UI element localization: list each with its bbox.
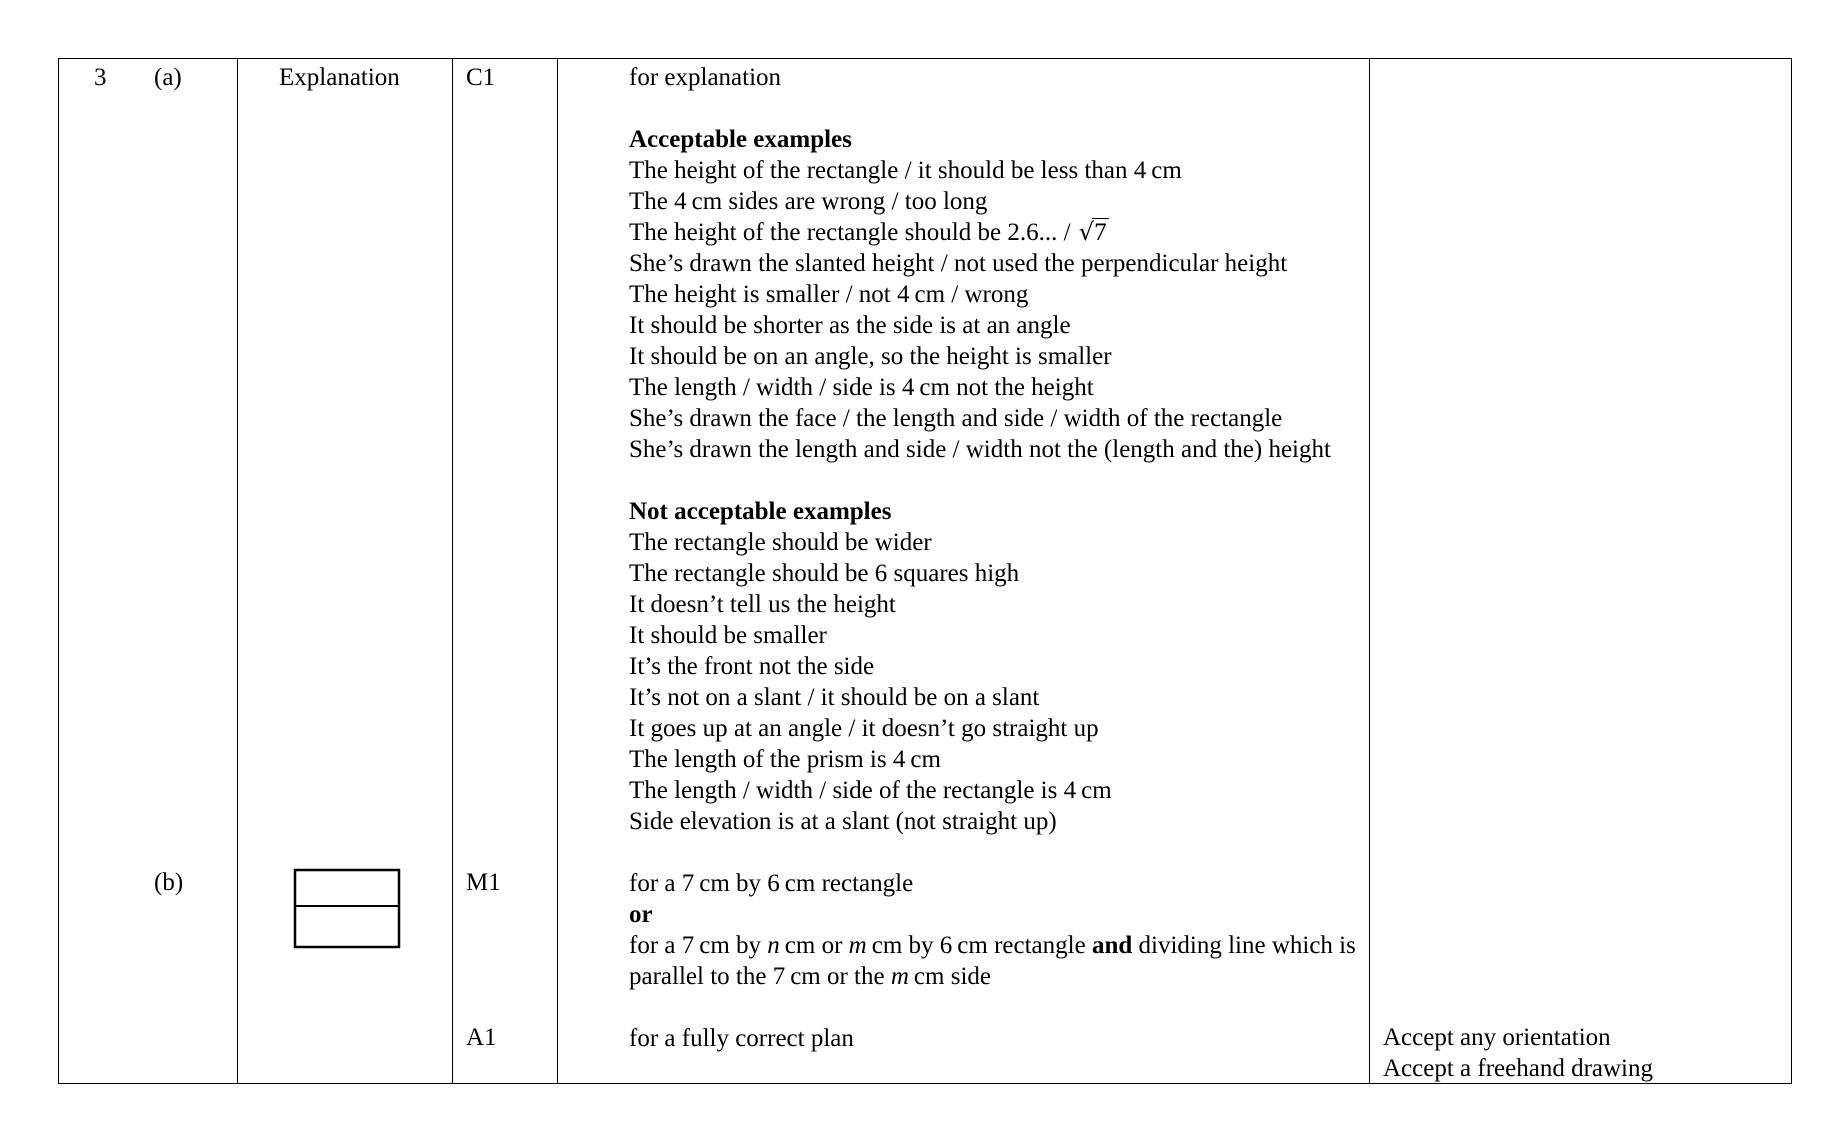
acceptable-example: It should be shorter as the side is at an angle bbox=[629, 312, 1071, 339]
criterion-text: for explanation bbox=[629, 64, 782, 91]
plan-rectangle-drawing bbox=[293, 868, 403, 950]
not-acceptable-example: It’s not on a slant / it should be on a slant bbox=[629, 684, 1040, 711]
guidance-note: Accept any orientation bbox=[1383, 1024, 1611, 1051]
part-b-label: (b) bbox=[154, 869, 184, 896]
acceptable-example: She’s drawn the face / the length and side / width of the rectangle bbox=[629, 405, 1283, 432]
mark-code-m1: M1 bbox=[466, 869, 501, 896]
part-a-label: (a) bbox=[154, 64, 182, 91]
not-acceptable-example: The length of the prism is 4 cm bbox=[629, 746, 941, 773]
not-acceptable-example: Side elevation is at a slant (not straight up) bbox=[629, 808, 1057, 835]
not-acceptable-example: It goes up at an angle / it doesn’t go straight up bbox=[629, 715, 1099, 742]
acceptable-example: The height of the rectangle should be 2.6... / √7 bbox=[629, 218, 1107, 246]
not-acceptable-heading: Not acceptable examples bbox=[629, 498, 892, 525]
additional-guidance bbox=[1383, 1022, 1653, 1084]
mark-code-a1: A1 bbox=[466, 1024, 497, 1051]
acceptable-example: The height is smaller / not 4 cm / wrong bbox=[629, 281, 1029, 308]
acceptable-heading: Acceptable examples bbox=[629, 126, 852, 153]
mark-scheme-table bbox=[58, 58, 1792, 1084]
a1-criterion: for a fully correct plan bbox=[629, 1025, 854, 1052]
acceptable-example: The height of the rectangle / it should be less than 4 cm bbox=[629, 157, 1182, 184]
not-acceptable-example: It should be smaller bbox=[629, 622, 827, 649]
m1-criterion: for a 7 cm by 6 cm rectangle bbox=[629, 870, 914, 897]
m1-criterion-alt: for a 7 cm by n cm or m cm by 6 cm rectangle and dividing line which is bbox=[629, 932, 1356, 959]
acceptable-example: She’s drawn the slanted height / not used the perpendicular height bbox=[629, 250, 1288, 277]
not-acceptable-example: It doesn’t tell us the height bbox=[629, 591, 896, 618]
acceptable-example: It should be on an angle, so the height is smaller bbox=[629, 343, 1112, 370]
mark-guidance bbox=[629, 62, 1356, 1054]
mark-code-c1: C1 bbox=[466, 64, 496, 91]
guidance-note: Accept a freehand drawing bbox=[1383, 1055, 1653, 1082]
acceptable-example: She’s drawn the length and side / width not the (length and the) height bbox=[629, 436, 1331, 463]
column-divider bbox=[1369, 59, 1370, 1083]
not-acceptable-example: The rectangle should be 6 squares high bbox=[629, 560, 1020, 587]
m1-or: or bbox=[629, 901, 653, 928]
not-acceptable-example: It’s the front not the side bbox=[629, 653, 875, 680]
acceptable-example: The length / width / side is 4 cm not the height bbox=[629, 374, 1094, 401]
plan-outline bbox=[295, 870, 399, 947]
answer-text: Explanation bbox=[279, 64, 400, 91]
column-divider bbox=[452, 59, 453, 1083]
question-number: 3 bbox=[94, 64, 107, 91]
not-acceptable-example: The rectangle should be wider bbox=[629, 529, 932, 556]
square-root: √7 bbox=[1078, 218, 1107, 246]
column-divider bbox=[557, 59, 558, 1083]
not-acceptable-example: The length / width / side of the rectangle is 4 cm bbox=[629, 777, 1112, 804]
acceptable-example: The 4 cm sides are wrong / too long bbox=[629, 188, 988, 215]
column-divider bbox=[237, 59, 238, 1083]
m1-criterion-alt-cont: parallel to the 7 cm or the m cm side bbox=[629, 963, 991, 990]
